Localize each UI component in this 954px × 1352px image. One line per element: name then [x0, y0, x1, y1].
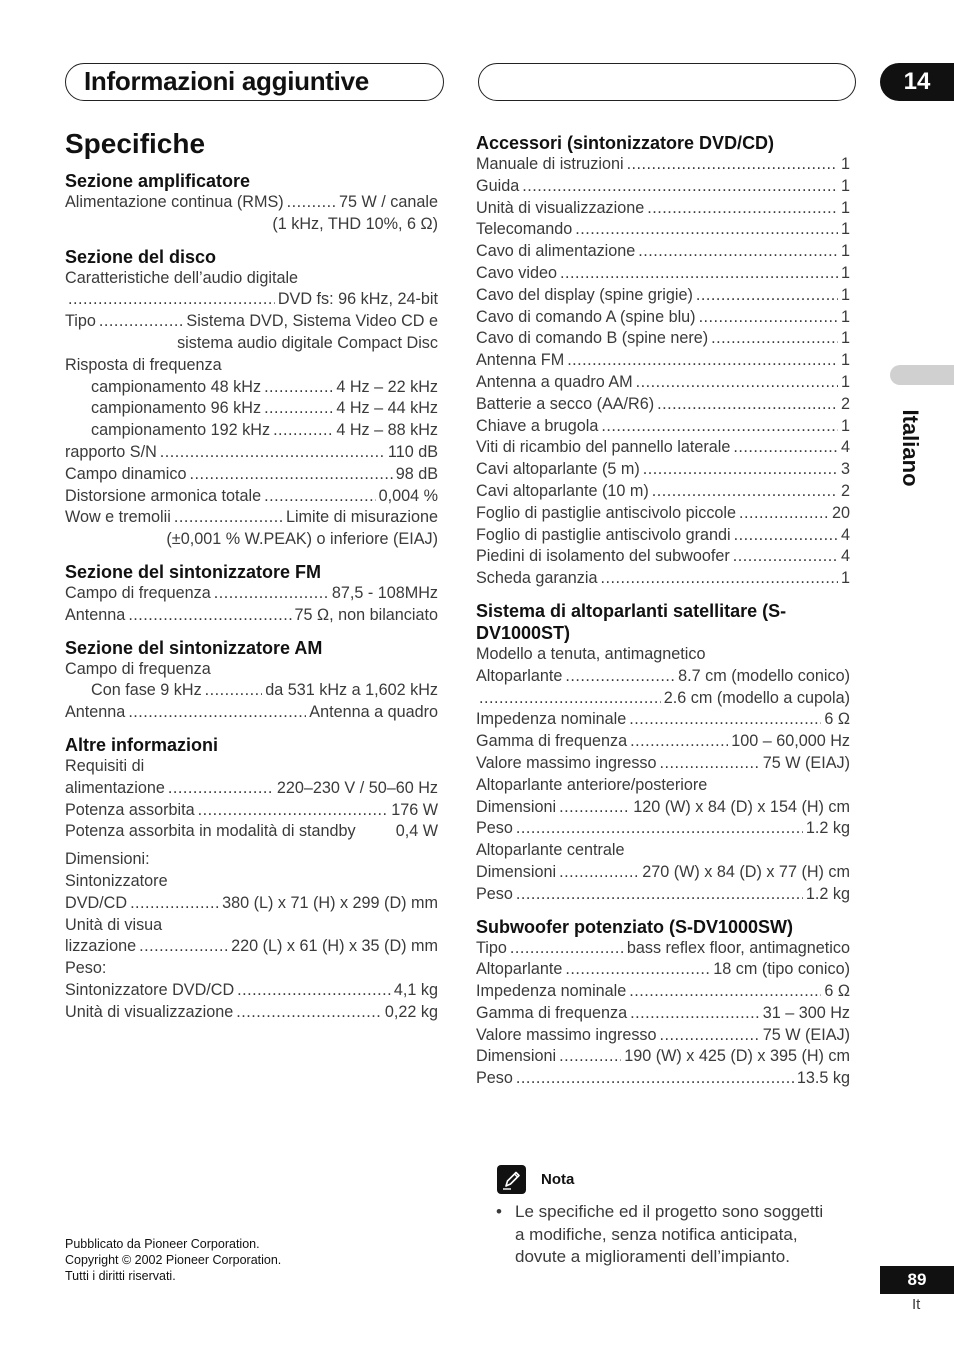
spec-row: [476, 1046, 850, 1068]
leader-dots: [739, 503, 829, 525]
spec-value: 2.6 cm (modello a cupola): [663, 688, 850, 707]
spec-value: 1: [840, 242, 850, 261]
leader-dots: [636, 372, 838, 394]
spec-value: da 531 kHz a 1,602 kHz: [265, 681, 438, 700]
spec-label: campionamento 48 kHz: [91, 377, 262, 396]
leader-dots: [168, 778, 274, 800]
leader-dots: [629, 709, 821, 731]
spec-value: 98 dB: [395, 464, 438, 483]
leader-dots: [522, 176, 838, 198]
spec-value: 8.7 cm (modello conico): [678, 666, 850, 685]
spec-value: 270 (W) x 84 (D) x 77 (H) cm: [642, 862, 850, 881]
publisher-line: Pubblicato da Pioneer Corporation.: [65, 1237, 260, 1251]
leader-dots: [733, 437, 838, 459]
spec-value: 75 W / canale: [339, 193, 438, 211]
spec-label: Cavo di comando B (spine nere): [476, 329, 709, 348]
spec-row: [476, 437, 850, 459]
spec-label: Altoparlante: [476, 960, 563, 979]
leader-dots: [479, 688, 661, 710]
spec-label: Cavo video: [476, 263, 557, 282]
spec-label: campionamento 192 kHz: [91, 421, 271, 440]
spec-continuation: sistema audio digitale Compact Disc: [177, 333, 438, 352]
spec-row: [476, 503, 850, 525]
spec-label: Peso: [476, 884, 513, 903]
spec-text: Risposta di frequenza: [65, 355, 222, 374]
spec-text: Requisiti di: [65, 756, 145, 775]
leader-dots: [516, 884, 803, 906]
spec-row: [65, 702, 438, 724]
spec-value: 4 Hz – 44 kHz: [336, 399, 438, 418]
page-number: 89: [880, 1266, 954, 1294]
leader-dots: [601, 416, 838, 438]
spec-row: [476, 372, 850, 394]
spec-label: Gamma di frequenza: [476, 1003, 628, 1022]
spec-row: [476, 959, 850, 981]
spec-row: [476, 818, 850, 840]
spec-value: 2: [840, 481, 850, 500]
leader-dots: [559, 1046, 621, 1068]
spec-value: 4,1 kg: [393, 980, 438, 999]
spec-row: [476, 568, 850, 590]
leader-dots: [214, 583, 329, 605]
spec-label: DVD/CD: [65, 893, 128, 912]
spec-value: 6 Ω: [824, 710, 850, 729]
spec-row: [476, 459, 850, 481]
page-language-code: It: [912, 1296, 921, 1313]
spec-value: 4 Hz – 22 kHz: [336, 377, 438, 396]
leader-dots: [174, 507, 283, 529]
pencil-icon: [497, 1165, 526, 1194]
spec-label: campionamento 96 kHz: [91, 399, 262, 418]
spec-row: [65, 778, 438, 800]
spec-value: 13.5 kg: [796, 1069, 850, 1088]
leader-dots: [734, 525, 838, 547]
spec-label: Foglio di pastiglie antiscivolo piccole: [476, 503, 737, 522]
leader-dots: [629, 981, 821, 1003]
spec-label: Viti di ricambio del pannello laterale: [476, 438, 731, 457]
spec-value: 1: [840, 220, 850, 239]
spec-label: Antenna: [65, 703, 126, 722]
spec-label: Tipo: [65, 312, 96, 331]
spec-value: 4: [840, 547, 850, 566]
spec-row: [65, 800, 438, 822]
leader-dots: [638, 241, 838, 263]
spec-label: Campo dinamico: [65, 464, 187, 483]
leader-dots: [205, 680, 263, 702]
spec-row: [476, 219, 850, 241]
rights-line: Tutti i diritti riservati.: [65, 1269, 176, 1283]
spec-label: Telecomando: [476, 220, 573, 239]
spec-text: Altoparlante centrale: [476, 841, 625, 860]
spec-value: 18 cm (tipo conico): [713, 960, 850, 979]
header-empty-box: [478, 63, 856, 101]
spec-text: Dimensioni:: [65, 850, 150, 869]
leader-dots: [696, 285, 838, 307]
spec-label: Foglio di pastiglie antiscivolo grandi: [476, 525, 731, 544]
spec-label: Cavo di alimentazione: [476, 242, 636, 261]
spec-label: Sintonizzatore DVD/CD: [65, 980, 235, 999]
leader-dots: [264, 486, 375, 508]
section-title: Informazioni aggiuntive: [84, 66, 369, 96]
spec-row: [476, 176, 850, 198]
note-label: Nota: [541, 1171, 575, 1188]
spec-row: [65, 680, 438, 702]
spec-value: 3: [840, 460, 850, 479]
spec-label: Potenza assorbita in modalità di standby: [65, 822, 356, 841]
leader-dots: [130, 893, 219, 915]
spec-value: 220–230 V / 50–60 Hz: [276, 778, 438, 797]
spec-row: [476, 263, 850, 285]
spec-label: Chiave a brugola: [476, 416, 599, 435]
spec-label: Impedenza nominale: [476, 710, 627, 729]
spec-value: 1.2 kg: [805, 884, 850, 903]
spec-label: Unità di visualizzazione: [476, 198, 645, 217]
leader-dots: [236, 1002, 382, 1024]
spec-row: [65, 420, 438, 442]
leader-dots: [647, 198, 838, 220]
spec-value: 1: [840, 416, 850, 435]
spec-label: Cavo di comando A (spine blu): [476, 307, 696, 326]
spec-label: Piedini di isolamento del subwoofer: [476, 547, 730, 566]
leader-dots: [160, 442, 385, 464]
spec-value: 190 (W) x 425 (D) x 395 (H) cm: [624, 1047, 850, 1066]
spec-label: Valore massimo ingresso: [476, 1025, 657, 1044]
spec-value: 4: [840, 438, 850, 457]
spec-label: Con fase 9 kHz: [91, 681, 202, 700]
leader-dots: [657, 394, 838, 416]
spec-text: Altoparlante anteriore/posteriore: [476, 775, 708, 794]
spec-row: [476, 884, 850, 906]
section-heading: Subwoofer potenziato (S-DV1000SW): [476, 916, 794, 937]
spec-label: Alimentazione continua (RMS): [65, 193, 284, 211]
publisher-info: [65, 1236, 281, 1284]
spec-value: 75 Ω, non bilanciato: [294, 605, 438, 624]
leader-dots: [630, 731, 728, 753]
leader-dots: [128, 605, 291, 627]
spec-label: Valore massimo ingresso: [476, 753, 657, 772]
spec-label: Manuale di istruzioni: [476, 155, 624, 173]
leader-dots: [198, 800, 389, 822]
spec-label: Antenna FM: [476, 351, 565, 370]
note-bullet: •: [496, 1202, 502, 1221]
leader-dots: [652, 481, 838, 503]
spec-value: 75 W (EIAJ): [762, 753, 850, 772]
section-heading: Accessori (sintonizzatore DVD/CD): [476, 133, 775, 153]
note-body: [496, 1201, 826, 1269]
leader-dots: [128, 702, 306, 724]
spec-value: 110 dB: [387, 442, 438, 461]
leader-dots: [660, 1025, 760, 1047]
spec-row: [476, 241, 850, 263]
spec-value: 380 (L) x 71 (H) x 299 (D) mm: [222, 893, 438, 912]
spec-text: Caratteristiche dell’audio digitale: [65, 268, 299, 287]
spec-value: 1: [840, 198, 850, 217]
leader-dots: [264, 377, 333, 399]
spec-label: Dimensioni: [476, 862, 557, 881]
spec-value: bass reflex floor, antimagnetico: [626, 938, 850, 957]
spec-value: 100 – 60,000 Hz: [731, 732, 850, 751]
spec-row: [476, 285, 850, 307]
spec-row: [476, 1025, 850, 1047]
spec-value: 1: [840, 155, 850, 173]
spec-row: [476, 938, 850, 960]
spec-value: 31 – 300 Hz: [762, 1003, 850, 1022]
side-language-label: Italiano: [898, 409, 923, 487]
spec-label: Wow e tremolii: [65, 508, 171, 527]
spec-label: Altoparlante: [476, 666, 563, 685]
spec-row: [65, 980, 438, 1002]
spec-row: [65, 464, 438, 486]
leader-dots: [660, 753, 760, 775]
copyright-line: Copyright © 2002 Pioneer Corporation.: [65, 1253, 282, 1267]
spec-row: [476, 1003, 850, 1025]
leader-dots: [237, 980, 391, 1002]
spec-value: 1: [840, 569, 850, 588]
spec-value: 1: [840, 351, 850, 370]
left-column: [65, 170, 438, 1024]
spec-label: Campo di frequenza: [65, 583, 211, 602]
spec-value: 6 Ω: [824, 982, 850, 1001]
spec-row: [65, 936, 438, 958]
spec-value: 2: [840, 394, 850, 413]
spec-value: 1: [840, 285, 850, 304]
spec-label: Dimensioni: [476, 797, 557, 816]
spec-row: [65, 192, 438, 214]
spec-row: [65, 893, 438, 915]
spec-row: [476, 981, 850, 1003]
spec-row: [476, 546, 850, 568]
spec-row: [476, 394, 850, 416]
leader-dots: [733, 546, 838, 568]
spec-row: [476, 416, 850, 438]
spec-value: Antenna a quadro: [309, 703, 438, 722]
spec-label: Cavi altoparlante (5 m): [476, 460, 640, 479]
spec-label: Cavi altoparlante (10 m): [476, 481, 649, 500]
spec-text: Sintonizzatore: [65, 871, 168, 890]
spec-value: 1: [840, 263, 850, 282]
leader-dots: [699, 307, 838, 329]
spec-row: [476, 154, 850, 176]
leader-dots: [264, 398, 333, 420]
spec-label: Dimensioni: [476, 1047, 557, 1066]
header-title-box: [65, 63, 444, 101]
side-tab-bar: [890, 365, 954, 385]
leader-dots: [601, 568, 838, 590]
leader-dots: [68, 289, 275, 311]
spec-row: [476, 797, 850, 819]
section-heading: Sezione del disco: [65, 246, 217, 267]
spec-label: Unità di visualizzazione: [65, 1002, 234, 1021]
leader-dots: [560, 263, 838, 285]
spec-label: lizzazione: [65, 937, 137, 956]
spec-value: 1.2 kg: [805, 819, 850, 838]
spec-value: 1: [840, 307, 850, 326]
spec-value: 0,004 %: [378, 486, 438, 505]
leader-dots: [643, 459, 838, 481]
spec-row: [476, 1068, 850, 1090]
spec-label: Distorsione armonica totale: [65, 486, 262, 505]
leader-dots: [287, 192, 336, 214]
spec-row: [476, 307, 850, 329]
spec-row: [476, 862, 850, 884]
spec-value: Limite di misurazione: [285, 508, 438, 527]
section-heading: Sistema di altoparlanti satellitare (S-DV1000ST): [476, 600, 787, 643]
spec-label: Tipo: [476, 938, 507, 957]
spec-text: Campo di frequenza: [65, 659, 211, 678]
spec-label: Potenza assorbita: [65, 800, 195, 819]
leader-dots: [189, 464, 392, 486]
leader-dots: [575, 219, 838, 241]
spec-value: 176 W: [391, 800, 438, 819]
chapter-number: 14: [880, 63, 954, 101]
spec-row: [65, 311, 438, 333]
page-title: Specifiche: [65, 128, 206, 159]
spec-value: 87,5 - 108MHz: [331, 583, 438, 602]
spec-label: Gamma di frequenza: [476, 732, 628, 751]
spec-row: [476, 753, 850, 775]
spec-row: [476, 198, 850, 220]
spec-value: DVD fs: 96 kHz, 24-bit: [277, 290, 438, 309]
leader-dots: [630, 1003, 760, 1025]
spec-text: Peso:: [65, 959, 107, 978]
spec-row: [476, 688, 850, 710]
spec-value: 220 (L) x 61 (H) x 35 (D) mm: [231, 937, 438, 956]
spec-label: rapporto S/N: [65, 442, 157, 461]
spec-value: 120 (W) x 84 (D) x 154 (H) cm: [633, 797, 850, 816]
leader-dots: [567, 350, 838, 372]
spec-row: [65, 377, 438, 399]
spec-value: 0,4 W: [395, 822, 438, 841]
spec-value: Sistema DVD, Sistema Video CD e: [186, 312, 438, 331]
leader-dots: [627, 154, 838, 176]
leader-dots: [559, 797, 630, 819]
spec-continuation: (1 kHz, THD 10%, 6 Ω): [272, 214, 438, 233]
right-column: [476, 132, 850, 1090]
leader-dots: [516, 818, 803, 840]
spec-row: [65, 605, 438, 627]
spec-row: [65, 442, 438, 464]
spec-row: [476, 350, 850, 372]
leader-dots: [559, 862, 639, 884]
section-heading: Sezione del sintonizzatore AM: [65, 637, 323, 658]
spec-label: Cavo del display (spine grigie): [476, 285, 693, 304]
spec-label: Peso: [476, 819, 513, 838]
spec-label: Scheda garanzia: [476, 569, 598, 588]
spec-text: Unità di visua: [65, 915, 163, 934]
leader-dots: [99, 311, 184, 333]
leader-dots: [516, 1068, 794, 1090]
spec-row: [476, 525, 850, 547]
leader-dots: [565, 959, 710, 981]
spec-value: 1: [840, 372, 850, 391]
spec-row: [476, 481, 850, 503]
spec-row: [65, 821, 438, 843]
leader-dots: [139, 936, 228, 958]
spec-row: [65, 486, 438, 508]
spec-row: [65, 1002, 438, 1024]
spec-value: 1: [840, 176, 850, 195]
section-heading: Sezione del sintonizzatore FM: [65, 561, 322, 582]
spec-label: alimentazione: [65, 778, 165, 797]
leader-dots: [273, 420, 333, 442]
spec-label: Impedenza nominale: [476, 982, 627, 1001]
spec-row: [476, 328, 850, 350]
spec-row: [476, 666, 850, 688]
spec-row: [65, 289, 438, 311]
spec-value: 0,22 kg: [384, 1002, 438, 1021]
spec-row: [476, 709, 850, 731]
spec-label: Batterie a secco (AA/R6): [476, 394, 655, 413]
spec-label: Peso: [476, 1069, 513, 1088]
leader-dots: [711, 328, 838, 350]
spec-value: 75 W (EIAJ): [762, 1025, 850, 1044]
spec-label: Antenna: [65, 605, 126, 624]
spec-value: 20: [831, 503, 850, 522]
spec-label: Guida: [476, 176, 520, 195]
section-heading: Altre informazioni: [65, 734, 219, 755]
spec-value: 1: [840, 329, 850, 348]
spec-label: Antenna a quadro AM: [476, 372, 633, 391]
spec-value: 4 Hz – 88 kHz: [336, 421, 438, 440]
spec-row: [476, 731, 850, 753]
leader-dots: [510, 938, 624, 960]
spec-text: Modello a tenuta, antimagnetico: [476, 644, 706, 663]
spec-row: [65, 507, 438, 529]
leader-dots: [565, 666, 675, 688]
spec-value: 4: [840, 525, 850, 544]
section-heading: Sezione amplificatore: [65, 171, 251, 191]
spec-row: [65, 583, 438, 605]
spec-row: [65, 398, 438, 420]
spec-continuation: (±0,001 % W.PEAK) o inferiore (EIAJ): [166, 530, 438, 549]
note-text: Le specifiche ed il progetto sono soggetti a modifiche, senza notifica anticipata, dovute a miglioramenti dell’impianto.: [515, 1202, 824, 1266]
